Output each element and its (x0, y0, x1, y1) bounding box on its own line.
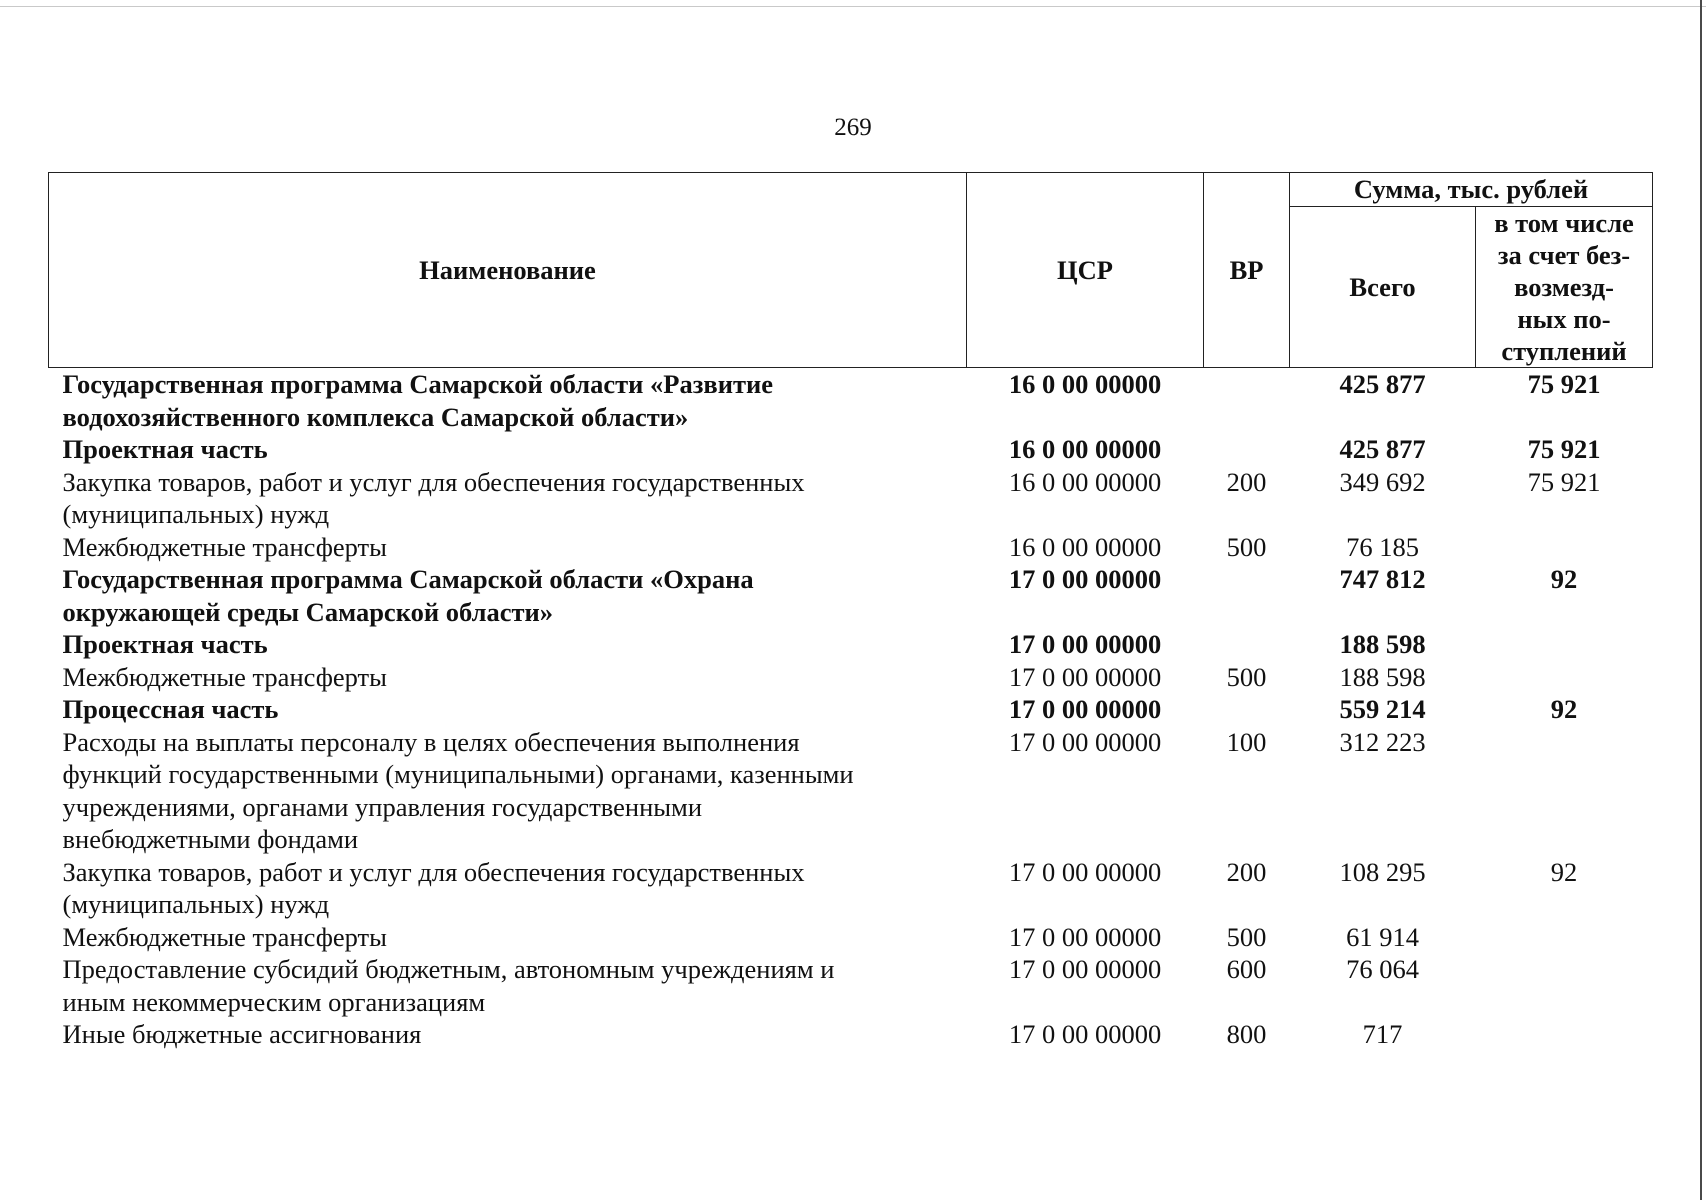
cell-total: 349 692 (1339, 466, 1426, 497)
cell-vr (1204, 433, 1290, 466)
table-row (49, 661, 1653, 694)
cell-total: 559 214 (1339, 694, 1426, 724)
cell-free-receipts (1476, 531, 1653, 564)
header-free-line: ных по- (1517, 304, 1611, 334)
cell-name-line: Процессная часть (62, 694, 279, 724)
cell-free-receipts (1476, 953, 1653, 1018)
cell-name-line: Государственная программа Самарской области «Развитие (62, 369, 774, 399)
cell-total: 188 598 (1339, 661, 1426, 692)
scan-edge-top (0, 6, 1706, 7)
table-row (49, 628, 1653, 661)
cell-vr: 500 (1226, 531, 1267, 562)
cell-free-receipts (1476, 628, 1653, 661)
cell-name-line: Проектная часть (62, 434, 268, 464)
cell-name (49, 693, 967, 726)
cell-name (49, 1018, 967, 1051)
cell-free-receipts (1476, 921, 1653, 954)
cell-csr: 17 0 00 00000 (1008, 954, 1162, 984)
cell-total: 188 598 (1339, 629, 1426, 659)
cell-csr: 16 0 00 00000 (1008, 466, 1162, 497)
cell-vr: 500 (1226, 661, 1267, 692)
cell-vr: 800 (1226, 1019, 1267, 1049)
cell-name-line: Проектная часть (62, 629, 268, 659)
cell-name-line: Иные бюджетные ассигнования (62, 1019, 422, 1049)
cell-name (49, 466, 967, 531)
cell-name (49, 628, 967, 661)
header-csr: ЦСР (967, 173, 1204, 368)
cell-vr: 200 (1226, 856, 1267, 887)
cell-name-line: (муниципальных) нужд (62, 889, 330, 919)
cell-free-receipts (1476, 1018, 1653, 1051)
cell-name-line: учреждениями, органами управления государственными (62, 791, 703, 822)
cell-name-line: внебюджетными фондами (62, 824, 359, 854)
table-row (49, 531, 1653, 564)
header-free-line: возмезд- (1514, 272, 1614, 302)
cell-csr: 16 0 00 00000 (1008, 434, 1162, 464)
cell-vr (1204, 628, 1290, 661)
cell-csr: 17 0 00 00000 (1008, 726, 1162, 757)
table-row (49, 693, 1653, 726)
cell-free-receipts: 92 (1550, 564, 1578, 594)
header-vr: ВР (1204, 173, 1290, 368)
table-row (49, 563, 1653, 628)
cell-name-line: Предоставление субсидий бюджетным, автономным учреждениям и (62, 954, 835, 984)
cell-vr: 200 (1226, 466, 1267, 497)
table-row (49, 1018, 1653, 1051)
header-free-line: за счет без- (1497, 240, 1631, 270)
cell-free-receipts: 75 921 (1527, 466, 1601, 497)
cell-name (49, 661, 967, 694)
cell-csr: 17 0 00 00000 (1008, 856, 1162, 887)
cell-name-line: иным некоммерческим организациям (62, 986, 486, 1017)
header-free-line: ступлений (1501, 336, 1627, 366)
budget-table (48, 172, 1653, 1051)
cell-total: 312 223 (1339, 726, 1426, 757)
cell-vr: 500 (1226, 921, 1267, 952)
cell-name (49, 726, 967, 856)
cell-name-line: Закупка товаров, работ и услуг для обеспечения государственных (62, 466, 805, 497)
cell-vr (1204, 368, 1290, 434)
header-sum: Сумма, тыс. рублей (1290, 173, 1653, 207)
cell-free-receipts (1476, 661, 1653, 694)
page-number: 269 (834, 114, 872, 141)
cell-name (49, 368, 967, 434)
table-header (49, 173, 1653, 368)
table-row (49, 856, 1653, 921)
table-row (49, 921, 1653, 954)
cell-csr: 17 0 00 00000 (1008, 694, 1162, 724)
cell-csr: 17 0 00 00000 (1008, 1019, 1162, 1049)
cell-name-line: Закупка товаров, работ и услуг для обеспечения государственных (62, 856, 805, 887)
cell-total: 425 877 (1339, 369, 1426, 399)
table-row (49, 466, 1653, 531)
cell-free-receipts (1476, 726, 1653, 856)
cell-name (49, 531, 967, 564)
cell-name (49, 563, 967, 628)
cell-total: 108 295 (1339, 856, 1426, 887)
cell-name (49, 921, 967, 954)
cell-csr: 16 0 00 00000 (1008, 531, 1162, 562)
cell-name-line: (муниципальных) нужд (62, 499, 330, 529)
cell-name-line: Межбюджетные трансферты (62, 531, 387, 562)
header-free-receipts (1476, 207, 1653, 368)
header-total: Всего (1290, 207, 1476, 368)
cell-name-line: Государственная программа Самарской области «Охрана (62, 564, 754, 594)
cell-free-receipts: 75 921 (1527, 434, 1601, 464)
cell-name (49, 953, 967, 1018)
scan-edge-right (1700, 0, 1702, 1200)
cell-free-receipts: 75 921 (1527, 369, 1601, 399)
cell-total: 76 185 (1346, 531, 1419, 562)
cell-free-receipts: 92 (1550, 856, 1578, 887)
cell-total: 61 914 (1346, 921, 1419, 952)
table-row (49, 953, 1653, 1018)
cell-total: 717 (1362, 1019, 1403, 1049)
table-row (49, 368, 1653, 434)
cell-total: 76 064 (1346, 954, 1419, 984)
cell-name-line: Межбюджетные трансферты (62, 661, 387, 692)
cell-name-line: окружающей среды Самарской области» (62, 596, 554, 627)
cell-total: 747 812 (1339, 564, 1426, 594)
header-name: Наименование (49, 173, 967, 368)
cell-csr: 17 0 00 00000 (1008, 564, 1162, 594)
table-row (49, 726, 1653, 856)
cell-csr: 17 0 00 00000 (1008, 629, 1162, 659)
table-row (49, 433, 1653, 466)
cell-csr: 17 0 00 00000 (1008, 921, 1162, 952)
cell-vr (1204, 693, 1290, 726)
cell-name (49, 856, 967, 921)
cell-free-receipts: 92 (1550, 694, 1578, 724)
cell-vr: 100 (1226, 726, 1267, 757)
header-free-line: в том числе (1494, 208, 1634, 238)
table-body (49, 368, 1653, 1051)
cell-vr: 600 (1226, 954, 1267, 984)
cell-csr: 17 0 00 00000 (1008, 661, 1162, 692)
cell-name-line: функций государственными (муниципальными) органами, казенными (62, 759, 854, 789)
cell-csr: 16 0 00 00000 (1008, 369, 1162, 399)
cell-vr (1204, 563, 1290, 628)
cell-name (49, 433, 967, 466)
cell-name-line: водохозяйственного комплекса Самарской области» (62, 401, 689, 432)
cell-name-line: Расходы на выплаты персоналу в целях обеспечения выполнения (62, 726, 800, 757)
cell-name-line: Межбюджетные трансферты (62, 921, 387, 952)
cell-total: 425 877 (1339, 434, 1426, 464)
